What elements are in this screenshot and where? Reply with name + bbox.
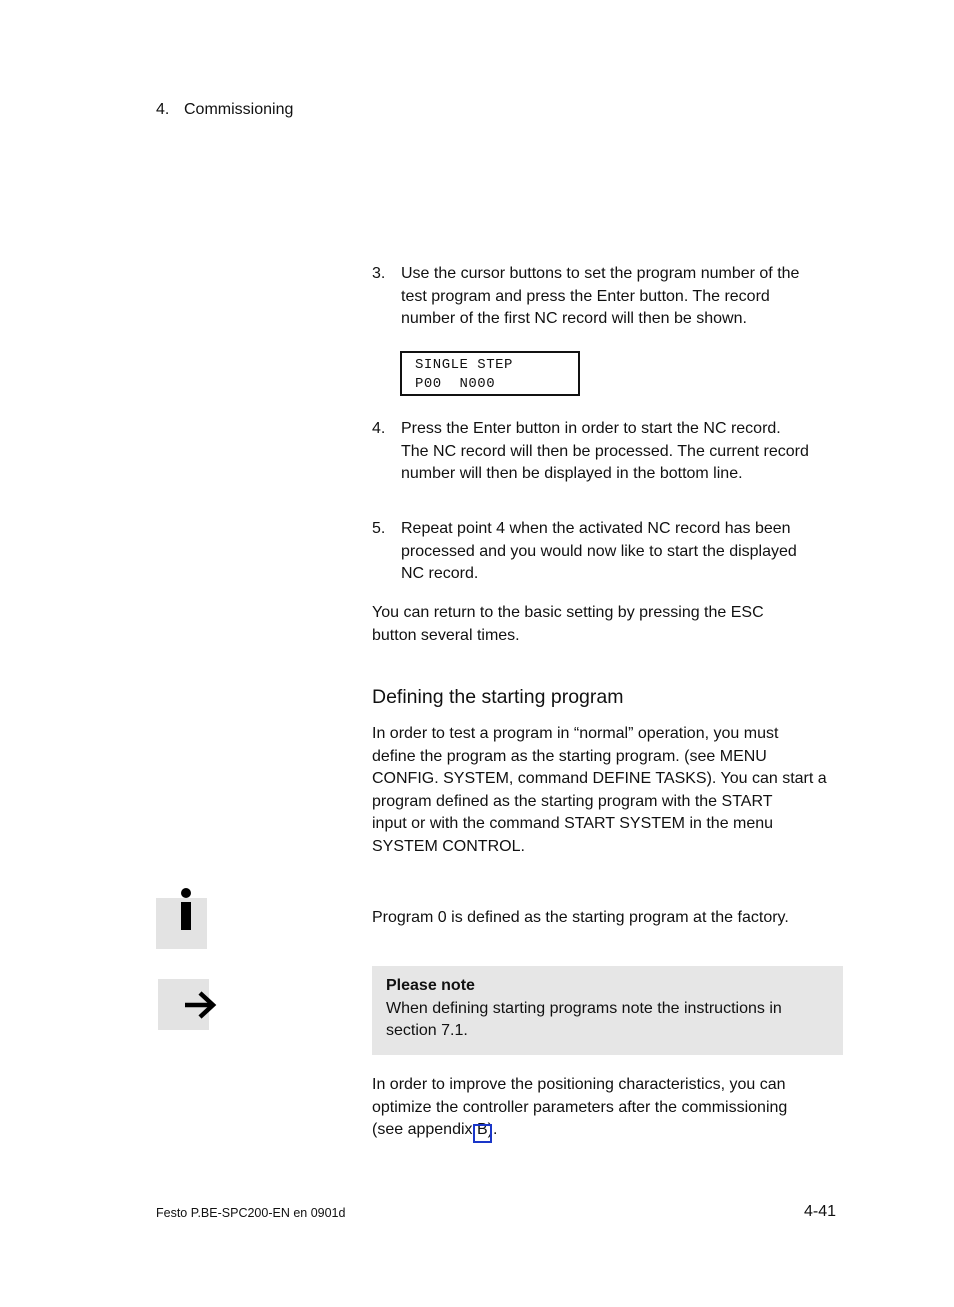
- paragraph-line: You can return to the basic setting by pressing the ESC: [372, 604, 764, 621]
- step-number: 5.: [372, 520, 386, 537]
- page-number: 4-41: [804, 1203, 837, 1220]
- step-line: Repeat point 4 when the activated NC record has been: [401, 520, 791, 537]
- chapter-number: 4.: [156, 101, 170, 118]
- closing-paragraph: [372, 1074, 842, 1142]
- paragraph-line: button several times.: [372, 626, 520, 644]
- lcd-display-example: [400, 351, 580, 396]
- chapter-title: Commissioning: [184, 101, 294, 118]
- step-line: test program and press the Enter button. The record: [401, 287, 770, 305]
- paragraph-line: program defined as the starting program with the START: [372, 792, 773, 810]
- display-line-1: SINGLE STEP: [415, 357, 513, 373]
- step-line: processed and you would now like to start the displayed: [401, 542, 797, 560]
- info-text: Program 0 is defined as the starting program at the factory.: [372, 909, 789, 926]
- paragraph-line: define the program as the starting program. (see MENU: [372, 747, 767, 765]
- return-note: [372, 602, 842, 647]
- step-number: 4.: [372, 420, 386, 437]
- paragraph-line: SYSTEM CONTROL.: [372, 837, 525, 855]
- step-line: The NC record will then be processed. The current record: [401, 442, 809, 460]
- step-number: 3.: [372, 265, 386, 282]
- note-title: Please note: [386, 977, 475, 994]
- paragraph-line: In order to test a program in “normal” operation, you must: [372, 725, 779, 742]
- note-line: When defining starting programs note the instructions in: [386, 999, 782, 1017]
- step-line: number will then be displayed in the bottom line.: [401, 465, 743, 482]
- chapter-header: [156, 101, 293, 119]
- section-paragraph: [372, 723, 842, 858]
- step-item: [372, 263, 852, 331]
- paragraph-line: optimize the controller parameters after the commissioning: [372, 1098, 788, 1116]
- step-line: Press the Enter button in order to start the NC record.: [401, 420, 781, 437]
- footer-document-id: Festo P.BE-SPC200-EN en 0901d: [156, 1206, 346, 1220]
- paragraph-line: (see appendix B).: [372, 1121, 498, 1138]
- step-line: number of the first NC record will then be shown.: [401, 310, 747, 327]
- info-icon: [156, 898, 207, 949]
- step-item: [372, 418, 852, 486]
- selection-marker: [473, 1124, 492, 1143]
- step-line: Use the cursor buttons to set the program number of the: [401, 265, 800, 282]
- note-line: section 7.1.: [386, 1022, 468, 1039]
- paragraph-line: CONFIG. SYSTEM, command DEFINE TASKS). You can start a: [372, 770, 827, 787]
- paragraph-line: input or with the command START SYSTEM in the menu: [372, 815, 774, 832]
- display-line-2: P00 N000: [415, 376, 496, 392]
- section-heading: Defining the starting program: [372, 686, 624, 708]
- step-item: [372, 518, 852, 586]
- step-line: NC record.: [401, 565, 479, 582]
- arrow-right-icon: [158, 979, 209, 1030]
- please-note-box: [372, 966, 843, 1055]
- paragraph-line: In order to improve the positioning characteristics, you can: [372, 1076, 786, 1093]
